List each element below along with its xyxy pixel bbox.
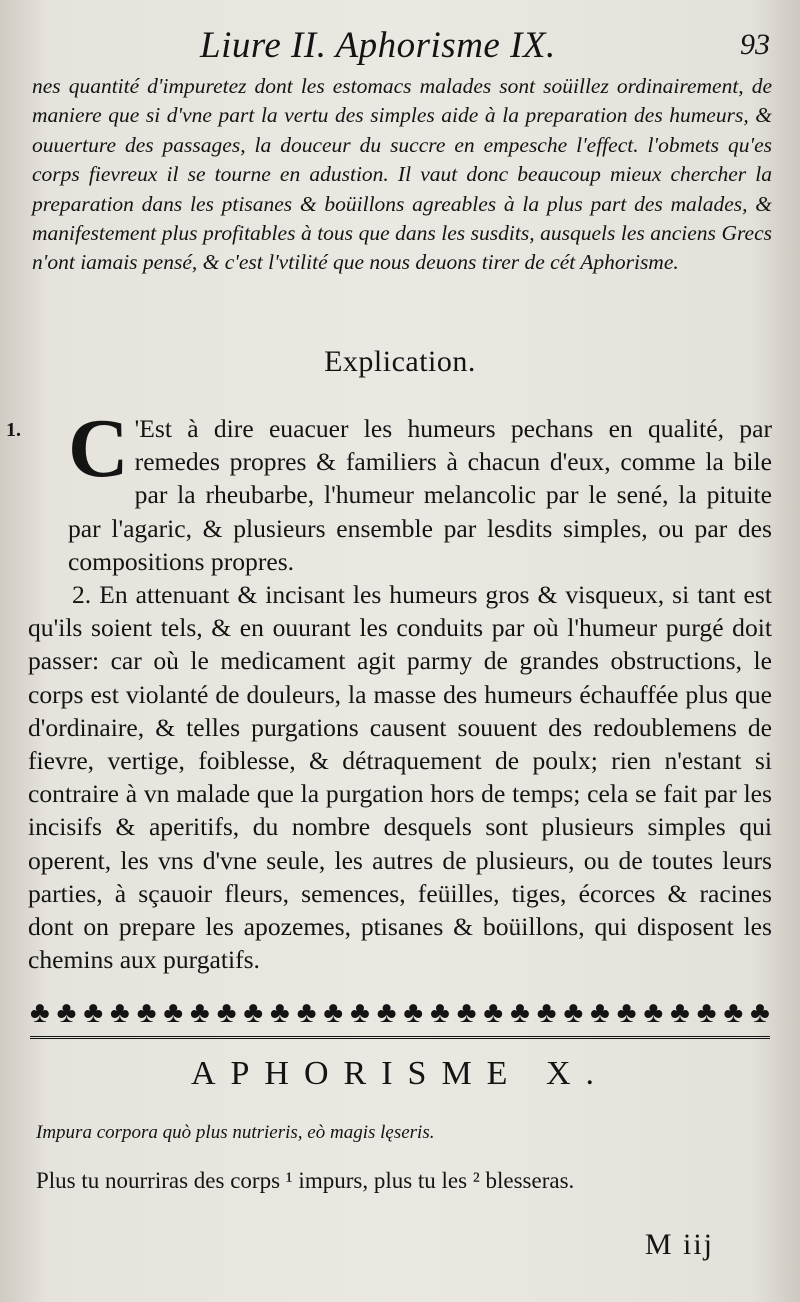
drop-cap: C [68, 402, 129, 495]
note-marker-2: 2. [72, 580, 92, 610]
fleuron-icon: ♣ [643, 996, 664, 1029]
paragraph-1-text: 'Est à dire euacuer les humeurs pechans en qualité, par remedes propres & familiers à chacun d'eux, comme la bile par la rheubarbe, l'humeur melancolic par le sené, la pituite par l'agaric, & plusieurs ensemble par lesdits simples, ou par des compositions propres. [68, 414, 772, 576]
fleuron-icon: ♣ [670, 996, 690, 1029]
aphorism-latin-text: Impura corpora quò plus nutrieris, eò magis lęseris. [36, 1122, 435, 1143]
explication-body [6, 402, 772, 976]
fleuron-icon: ♣ [296, 996, 317, 1029]
aphorism-title: APHORISME X. [190, 1055, 610, 1092]
fleuron-icon: ♣ [430, 996, 450, 1029]
explication-paragraph-2 [28, 578, 772, 976]
page-number: 93 [740, 28, 770, 61]
fleuron-icon: ♣ [456, 996, 477, 1029]
italic-continuation-text: nes quantité d'impuretez dont les estomacs malades sont soüillez ordinairement, de maniere que si d'vne part la vertu des simples aide à la preparation des humeurs, & ouuerture des passages, la douceur du succre en empesche l'effect. l'obmets qu'es corps fievreux il se tourne en adustion. Il vaut donc beaucoup mieux chercher la preparation dans les ptisanes & boüillons agreables à la plus part des malades, & manifestement plus profitables à tous que dans les susdits, ausquels les anciens Grecs n'ont iamais pensé, & c'est l'vtilité que nous deuons tirer de cét Aphorisme. [32, 74, 772, 275]
fleuron-icon: ♣ [350, 996, 370, 1029]
signature-mark: M iij [644, 1228, 714, 1261]
fleuron-icon: ♣ [510, 996, 530, 1029]
fleuron-icon: ♣ [696, 996, 717, 1029]
fleuron-icon: ♣ [483, 996, 504, 1029]
running-head: Liure II. Aphorisme IX. [200, 25, 556, 66]
fleuron-icon: ♣ [590, 996, 610, 1029]
explication-paragraph-1 [6, 402, 772, 578]
note-marker-1: 1. [6, 419, 21, 441]
fleuron-icon: ♣ [190, 996, 210, 1029]
fleuron-border-ornament [30, 990, 770, 1039]
fleuron-icon: ♣ [723, 996, 744, 1029]
aphorism-french-text: Plus tu nourriras des corps ¹ impurs, plus tu les ² blesseras. [36, 1168, 575, 1193]
fleuron-icon: ♣ [216, 996, 237, 1029]
page-header [0, 18, 800, 66]
fleuron-icon: ♣ [163, 996, 184, 1029]
fleuron-icon: ♣ [376, 996, 397, 1029]
fleuron-icon: ♣ [56, 996, 77, 1029]
paragraph-2-text: En attenuant & incisant les humeurs gros & visqueux, si tant est qu'ils soient tels, & en ouurant les conduits par où l'humeur purgé doit passer: car où le medicament agit parmy de grandes obstructions, le corps est violanté de douleurs, la masse des humeurs échauffée plus que d'ordinaire, & telles purgations causent souuent des redoublemens de fievre, vertige, foiblesse, & détraquement de poulx; rien n'estant si contraire à vn malade que la purgation hors de temps; cela se fait par les incisifs & aperitifs, du nombre desquels sont plusieurs simples qui operent, les vns d'vne seule, les autres de plusieurs, ou de toutes leurs parties, à sçauoir fleurs, semences, feüilles, tiges, écorces & racines dont on prepare les apozemes, ptisanes & boüillons, qui disposent les chemins aux purgatifs. [28, 580, 772, 975]
fleuron-icon: ♣ [270, 996, 290, 1029]
fleuron-icon: ♣ [243, 996, 264, 1029]
section-heading: Explication. [324, 345, 476, 378]
fleuron-icon: ♣ [83, 996, 104, 1029]
fleuron-icon: ♣ [323, 996, 344, 1029]
fleuron-icon: ♣ [30, 996, 50, 1029]
fleuron-icon: ♣ [750, 996, 770, 1029]
fleuron-icon: ♣ [536, 996, 557, 1029]
fleuron-icon: ♣ [403, 996, 424, 1029]
fleuron-icon: ♣ [563, 996, 584, 1029]
fleuron-icon: ♣ [136, 996, 157, 1029]
fleuron-icon: ♣ [110, 996, 130, 1029]
fleuron-icon: ♣ [616, 996, 637, 1029]
